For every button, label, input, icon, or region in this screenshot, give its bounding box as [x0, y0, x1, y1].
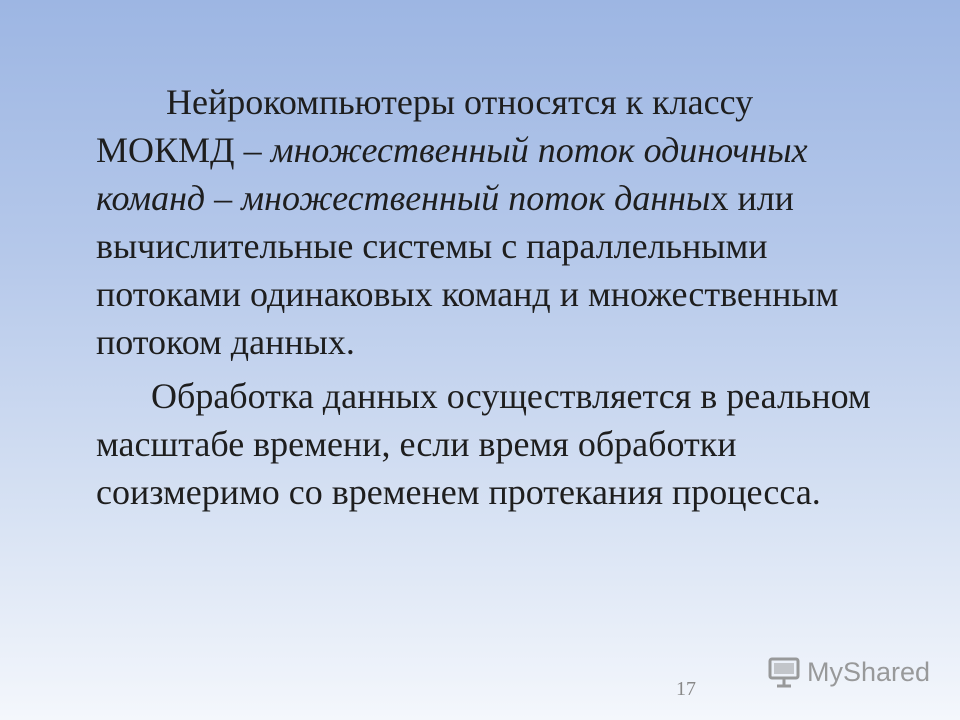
- watermark-text: MyShared: [807, 656, 931, 687]
- text-run: х или вычислительные системы с параллельными потоками одинаковых команд и множественным потоком данных.: [96, 178, 839, 362]
- text-run: Нейрокомпьютеры относятся к классу МОКМД –: [96, 82, 754, 170]
- presentation-board-icon: [767, 655, 801, 689]
- slide-body: [96, 78, 896, 516]
- paragraph-neurocomputers: [96, 78, 896, 366]
- watermark-logo: [767, 655, 930, 689]
- paragraph-realtime: Обработка данных осуществляется в реальном масштабе времени, если время обработки соизмеримо со временем протекания процесса.: [96, 376, 871, 512]
- page-number: 17: [676, 678, 696, 700]
- italic-definition: множественный поток одиночных команд – множественный поток данны: [96, 130, 808, 218]
